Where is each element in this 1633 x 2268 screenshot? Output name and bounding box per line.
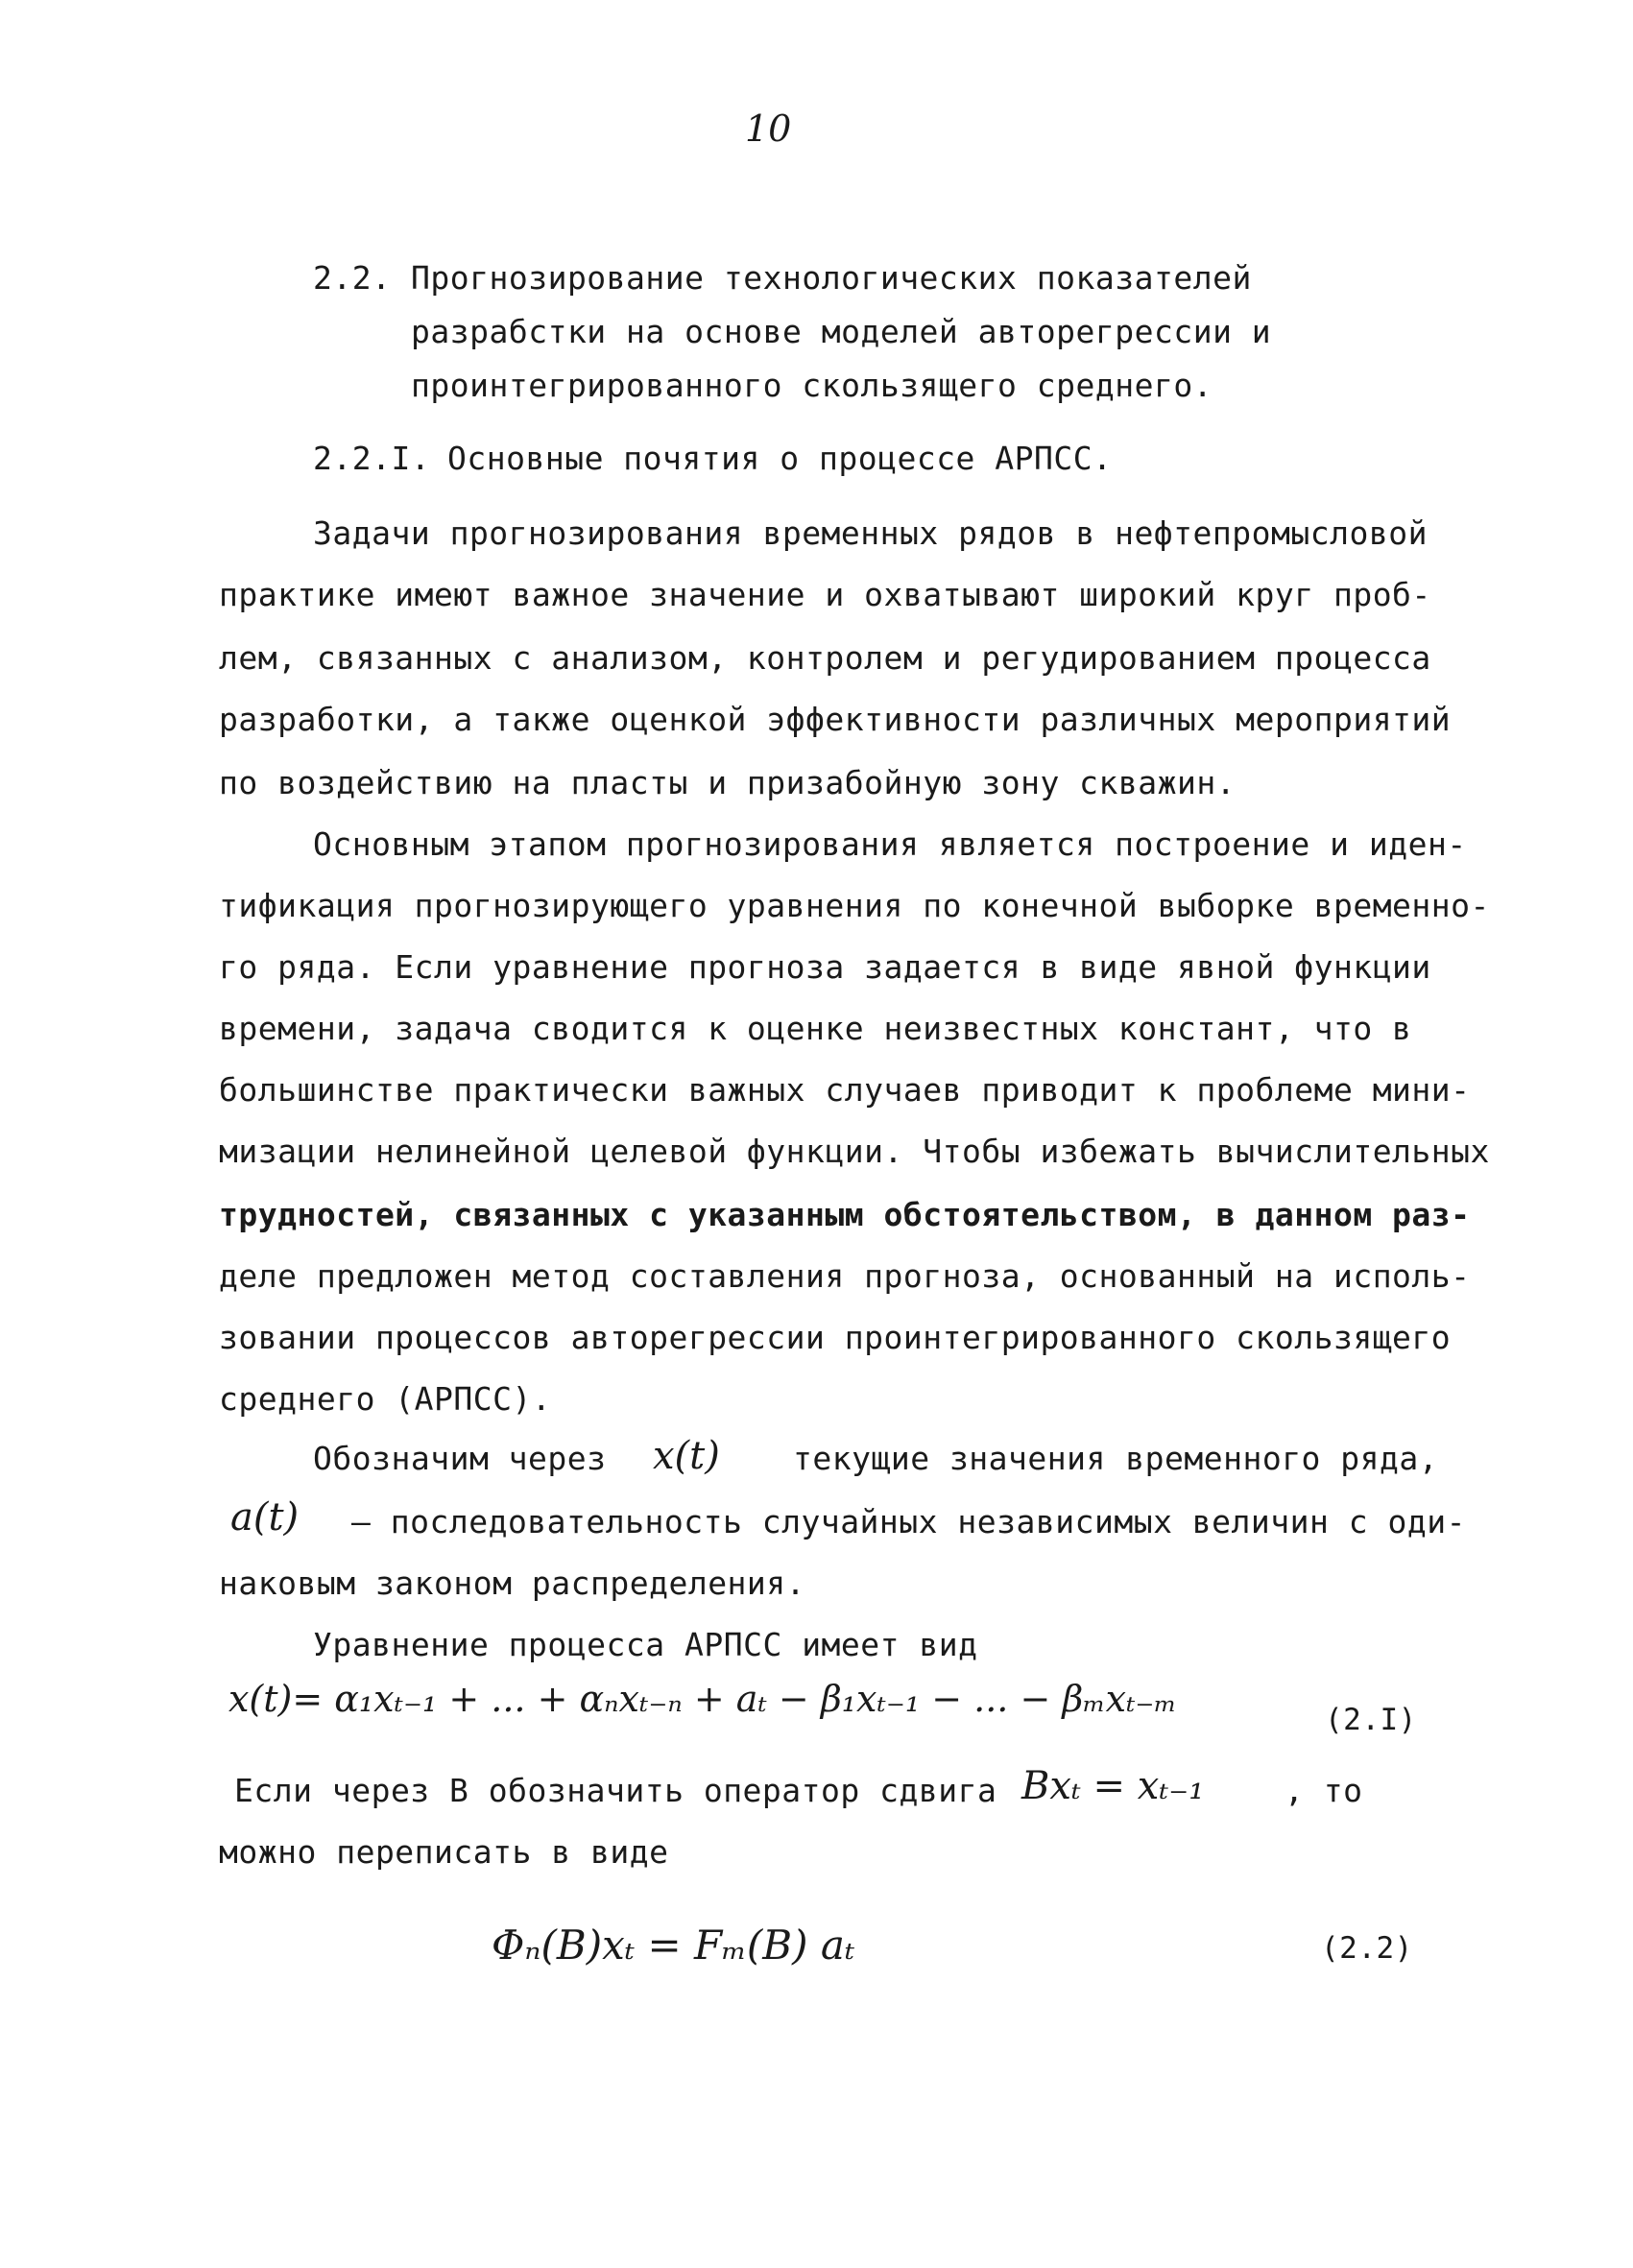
paragraph-3-line-3: наковым законом распределения. — [219, 1564, 806, 1602]
subsection-title: Основные почятия о процессе АРПСС. — [447, 440, 1113, 477]
paragraph-5-line-1b: , то — [1285, 1772, 1363, 1809]
paragraph-3-line-1a: Обозначим через — [313, 1440, 607, 1477]
paragraph-3-line-2b: – последовательность случайных независимых величин с оди- — [351, 1503, 1466, 1540]
paragraph-2-line-1: Основным этапом прогнозирования является построение и иден- — [313, 825, 1467, 863]
section-title-line-2: разрабстки на основе моделей авторегрессии и — [411, 313, 1272, 350]
paragraph-2-line-6: мизации нелинейной целевой функции. Чтобы избежать вычислительных — [219, 1133, 1490, 1170]
paragraph-2-line-4: времени, задача сводится к оценке неизвестных констант, что в — [219, 1010, 1412, 1047]
paragraph-2-line-8: деле предложен метод составления прогноза, основанный на исполь- — [219, 1257, 1471, 1295]
section-title-line-1: Прогнозирование технологических показателей — [411, 259, 1252, 297]
paragraph-2-line-10: среднего (АРПСС). — [219, 1380, 552, 1418]
paragraph-2-line-3: го ряда. Если уравнение прогноза задается в виде явной функции — [219, 948, 1431, 986]
equation-2-1-number: (2.I) — [1325, 1703, 1417, 1737]
paragraph-5-line-2: можно переписать в виде — [219, 1833, 669, 1871]
paragraph-3-line-1b: текущие значения временного ряда, — [793, 1440, 1439, 1477]
paragraph-1-line-4: разработки, а также оценкой эффективности различных мероприятий — [219, 701, 1452, 738]
paragraph-1-line-1: Задачи прогнозирования временных рядов в нефтепромысловой — [313, 514, 1428, 552]
equation-2-1: x(t)= α₁xₜ₋₁ + ... + αₙxₜ₋ₙ + aₜ − β₁xₜ₋₁ − ... − βₘxₜ₋ₘ — [228, 1678, 1177, 1720]
section-number: 2.2. — [313, 259, 392, 297]
subsection-number: 2.2.I. — [313, 440, 431, 477]
equation-2-2-number: (2.2) — [1321, 1931, 1413, 1966]
section-title-line-3: проинтегрированного скользящего среднего. — [411, 367, 1213, 404]
equation-2-2: Φₙ(B)xₜ = Fₘ(B) aₜ — [492, 1922, 855, 1969]
paragraph-2-line-5: большинстве практически важных случаев приводит к проблеме мини- — [219, 1071, 1471, 1109]
paragraph-1-line-2: практике имеют важное значение и охватывают широкий круг проб- — [219, 576, 1431, 613]
symbol-shift-operator: Bxₜ = xₜ₋₁ — [1021, 1764, 1205, 1808]
paragraph-5-line-1a: Если через B обозначить оператор сдвига — [234, 1772, 997, 1809]
symbol-a-t: a(t) — [230, 1495, 300, 1540]
paragraph-1-line-5: по воздействию на пласты и призабойную зону скважин. — [219, 764, 1237, 801]
paragraph-2-line-2: тификация прогнозирующего уравнения по конечной выборке временно- — [219, 887, 1490, 924]
paragraph-2-line-9: зовании процессов авторегрессии проинтегрированного скользящего — [219, 1319, 1452, 1356]
paragraph-1-line-3: лем, связанных с анализом, контролем и регудированием процесса — [219, 639, 1431, 677]
page-number: 10 — [745, 107, 792, 150]
paragraph-4: Уравнение процесса АРПСС имеет вид — [313, 1626, 978, 1663]
paragraph-2-line-7: трудностей, связанных с указанным обстоятельством, в данном раз- — [219, 1196, 1471, 1233]
symbol-x-t: x(t) — [653, 1434, 720, 1478]
